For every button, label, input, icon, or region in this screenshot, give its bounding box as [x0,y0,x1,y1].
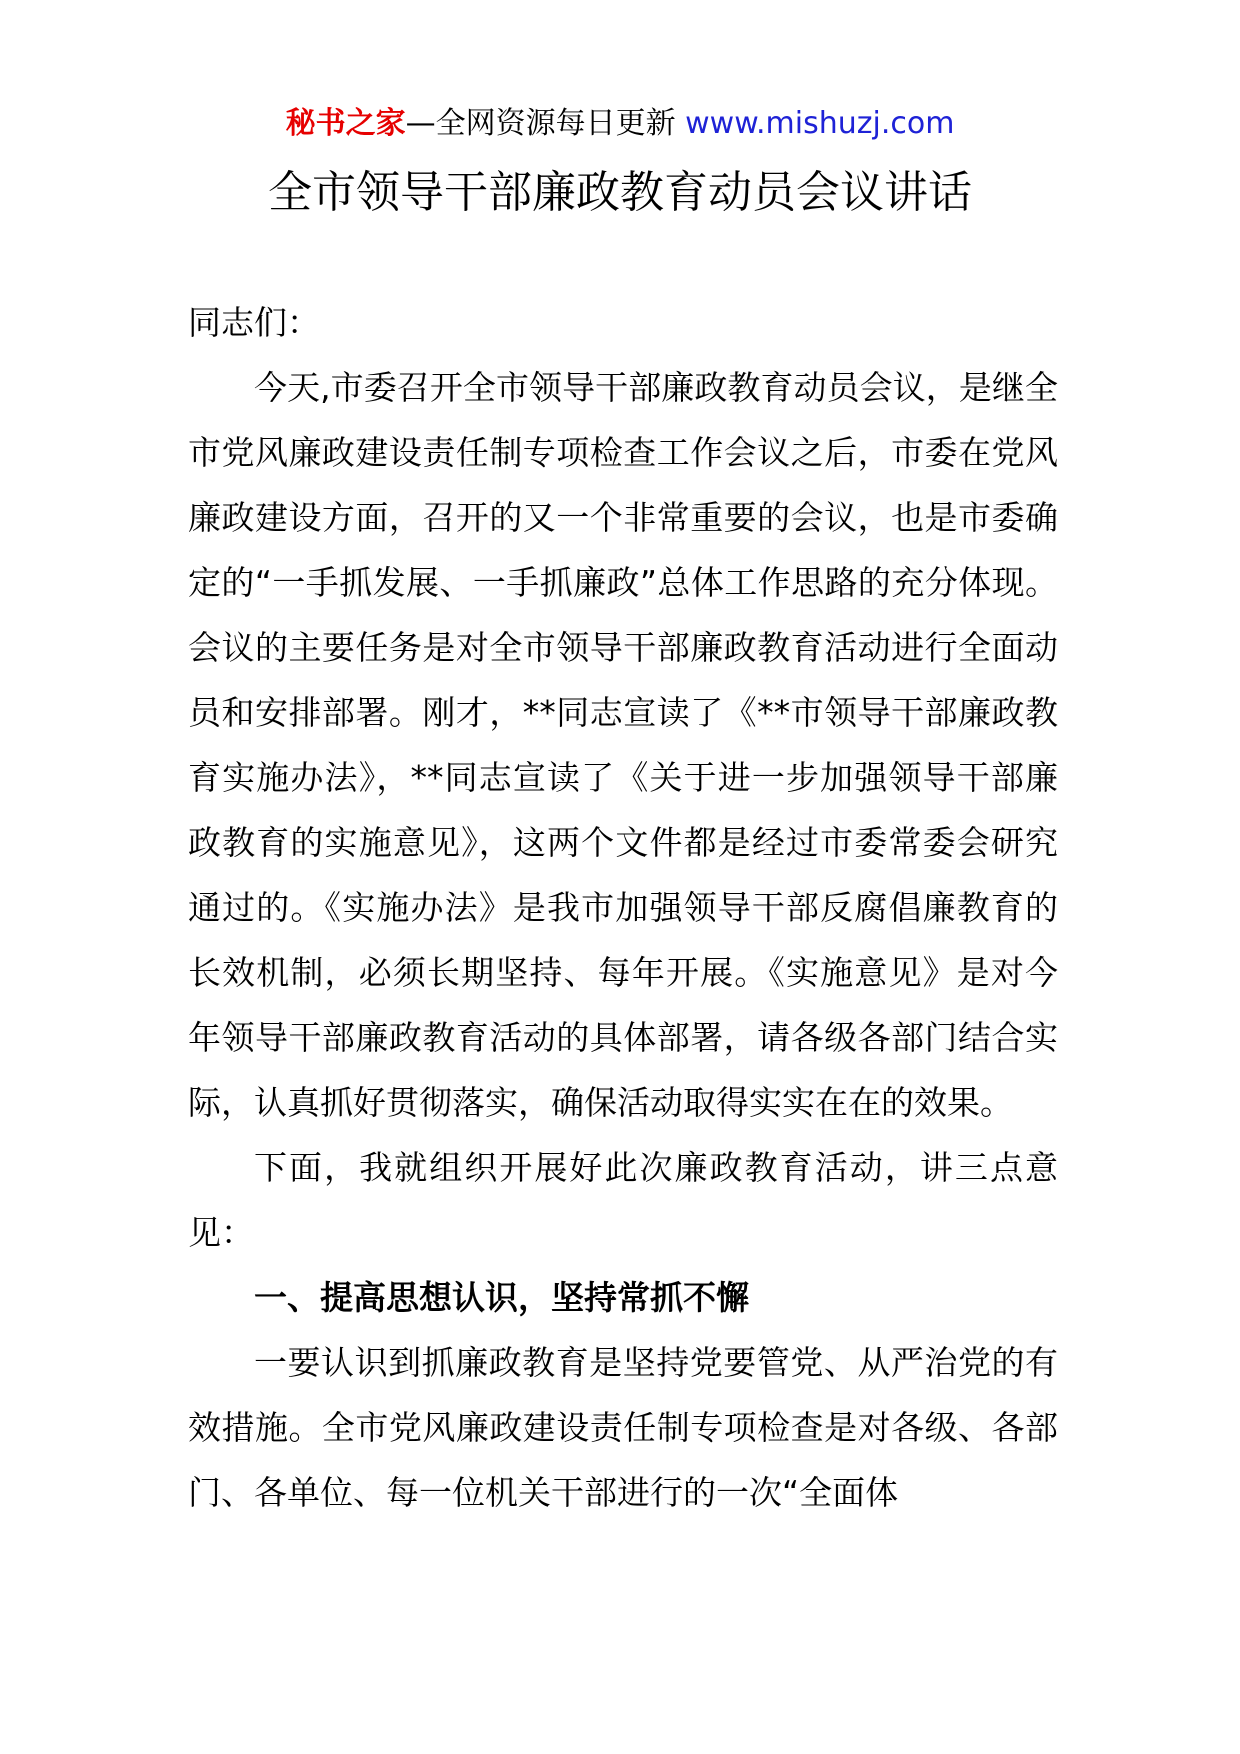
document-title: 全市领导干部廉政教育动员会议讲话 [268,167,972,218]
paragraph-intro-points: 下面，我就组织开展好此次廉政教育活动，讲三点意见： [188,1148,1058,1252]
paragraph-opening: 今天,市委召开全市领导干部廉政教育动员会议，是继全市党风廉政建设责任制专项检查工作会议之后，市委在党风廉政建设方面，召开的又一个非常重要的会议，也是市委确定的“一手抓发展、一手抓廉政”总体工作思路的充分体现。会议的主要任务是对全市领导干部廉政教育活动进行全面动员和安排部署。刚才，**同志宣读了《**市领导干部廉政教育实施办法》，**同志宣读了《关于进一步加强领导干部廉政教育的实施意见》，这两个文件都是经过市委常委会研究通过的。《实施办法》是我市加强领导干部反腐倡廉教育的长效机制，必须长期坚持、每年开展。《实施意见》是对今年领导干部廉政教育活动的具体部署，请各级各部门结合实际，认真抓好贯彻落实，确保活动取得实实在在的效果。 [188,368,1058,1122]
site-url-link[interactable]: www.mishuzj.com [685,106,955,141]
site-header [0,100,1240,148]
paragraph-section-1: 一要认识到抓廉政教育是坚持党要管党、从严治党的有效措施。全市党风廉政建设责任制专项检查是对各级、各部门、各单位、每一位机关干部进行的一次“全面体 [188,1343,1058,1512]
section-heading-1: 一、提高思想认识，坚持常抓不懈 [254,1278,749,1317]
salutation: 同志们： [188,303,320,342]
document-body [188,290,1058,1525]
brand-name: 秘书之家 [285,106,406,141]
header-tagline: —全网资源每日更新 [405,106,686,141]
